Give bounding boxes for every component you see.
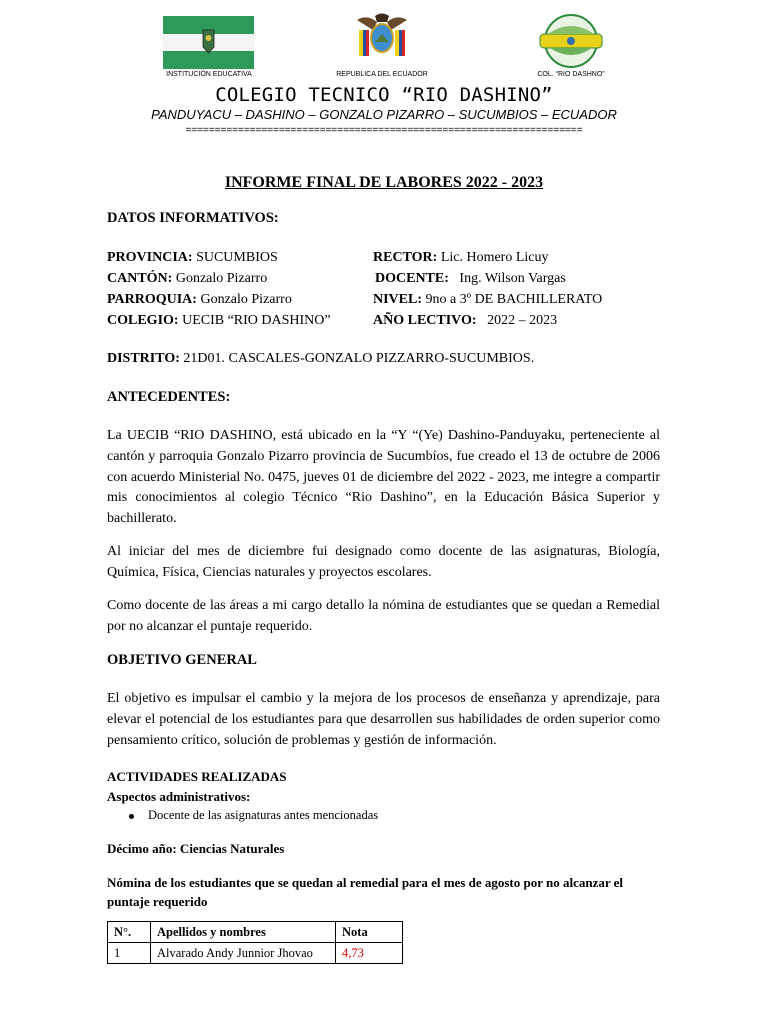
field-label: RECTOR: [373,250,438,265]
cell-name: Alvarado Andy Junnior Jhovao [151,943,336,964]
field-label: NIVEL: [373,292,423,307]
list-item [129,808,378,823]
list-item-text: Docente de las asignaturas antes mencionadas [148,808,379,822]
field-label: PARROQUIA: [107,292,197,307]
col-header-number: N°. [108,922,151,943]
datos-heading: DATOS INFORMATIVOS: [107,210,279,226]
field-value: Ing. Wilson Vargas [459,271,566,286]
field-value: Gonzalo Pizarro [175,271,268,286]
school-logo-icon [534,14,608,69]
field-anio-lectivo [373,313,557,329]
antecedentes-paragraph-3: Como docente de las áreas a mi cargo detallo la nómina de estudiantes que se quedan a Remedial por no alcanzar el puntaje requerido. [107,598,660,634]
col-header-grade: Nota [336,922,403,943]
antecedentes-heading: ANTECEDENTES: [107,389,231,405]
institution-flag-icon [163,16,254,69]
decimo-heading: Décimo año: Ciencias Naturales [107,841,285,856]
cell-grade: 4,73 [336,943,403,964]
school-name: COLEGIO TECNICO “RIO DASHINO” [215,84,553,106]
nomina-heading: Nómina de los estudiantes que se quedan al remedial para el mes de agosto por no alcanzar el puntaje requerido [107,875,624,909]
bullet-icon [129,814,134,819]
grades-table [107,921,403,964]
field-value: Gonzalo Pizarro [200,292,292,307]
antecedentes-paragraph-1: La UECIB “RIO DASHINO, está ubicado en la “Y “(Ye) Dashino-Panduyaku, perteneciente al cantón y parroquia Gonzalo Pizarro provincia de Sucumbíos, fue creado el 13 de octubre de 2006 con acuerdo Ministerial No. 0475, jueves 01 de diciembre del 2022 - 2023, me integre a compartir mis conocimientos al colegio Técnico “Rio Dashino”, en la Educación Básica Superior y bachillerato. [107,428,660,527]
field-colegio [107,313,331,329]
field-value: 9no a 3º DE BACHILLERATO [425,292,603,307]
col-header-name: Apellidos y nombres [151,922,336,943]
field-parroquia [107,292,292,308]
field-value: 21D01. CASCALES-GONZALO PIZZARRO-SUCUMBIOS. [183,351,535,366]
table-header-row [108,922,403,943]
field-value: SUCUMBIOS [196,250,278,265]
table-row [108,943,403,964]
report-title: INFORME FINAL DE LABORES 2022 - 2023 [224,174,544,191]
field-label: COLEGIO: [107,313,179,328]
field-provincia [107,250,278,266]
field-label: PROVINCIA: [107,250,193,265]
cell-number: 1 [108,943,151,964]
field-canton [107,271,267,287]
field-nivel [373,292,602,308]
school-location: PANDUYACU – DASHINO – GONZALO PIZARRO – SUCUMBIOS – ECUADOR [151,107,617,122]
field-value: 2022 – 2023 [487,313,558,328]
field-distrito [107,351,534,367]
field-value: UECIB “RIO DASHINO” [182,313,331,328]
aspectos-subheading: Aspectos administrativos: [107,789,251,804]
field-label: DISTRITO: [107,351,180,366]
objetivo-paragraph: El objetivo es impulsar el cambio y la mejora de los procesos de enseñanza y aprendizaje, para elevar el potencial de los estudiantes para que desarrollen sus habilidades de orden superior como pensamiento crítico, solución de problemas y gestión de información. [107,691,660,748]
field-docente [375,271,566,287]
header-divider: ==================================================================== [185,125,583,136]
caption-school: COL. “RIO DASHNO” [537,71,605,78]
field-value: Lic. Homero Licuy [440,250,549,265]
field-label: DOCENTE: [375,271,449,286]
caption-republic: REPUBLICA DEL ECUADOR [336,71,428,78]
field-label: AÑO LECTIVO: [373,313,477,328]
antecedentes-paragraph-2: Al iniciar del mes de diciembre fui designado como docente de las asignaturas, Biología, Química, Física, Ciencias naturales y proyectos escolares. [107,544,660,580]
field-label: CANTÓN: [107,271,173,286]
actividades-heading: ACTIVIDADES REALIZADAS [107,769,287,784]
caption-institution: INSTITUCIÓN EDUCATIVA [166,71,252,78]
objetivo-heading: OBJETIVO GENERAL [107,652,257,668]
ecuador-coat-of-arms-icon [353,12,411,64]
field-rector [373,250,549,266]
